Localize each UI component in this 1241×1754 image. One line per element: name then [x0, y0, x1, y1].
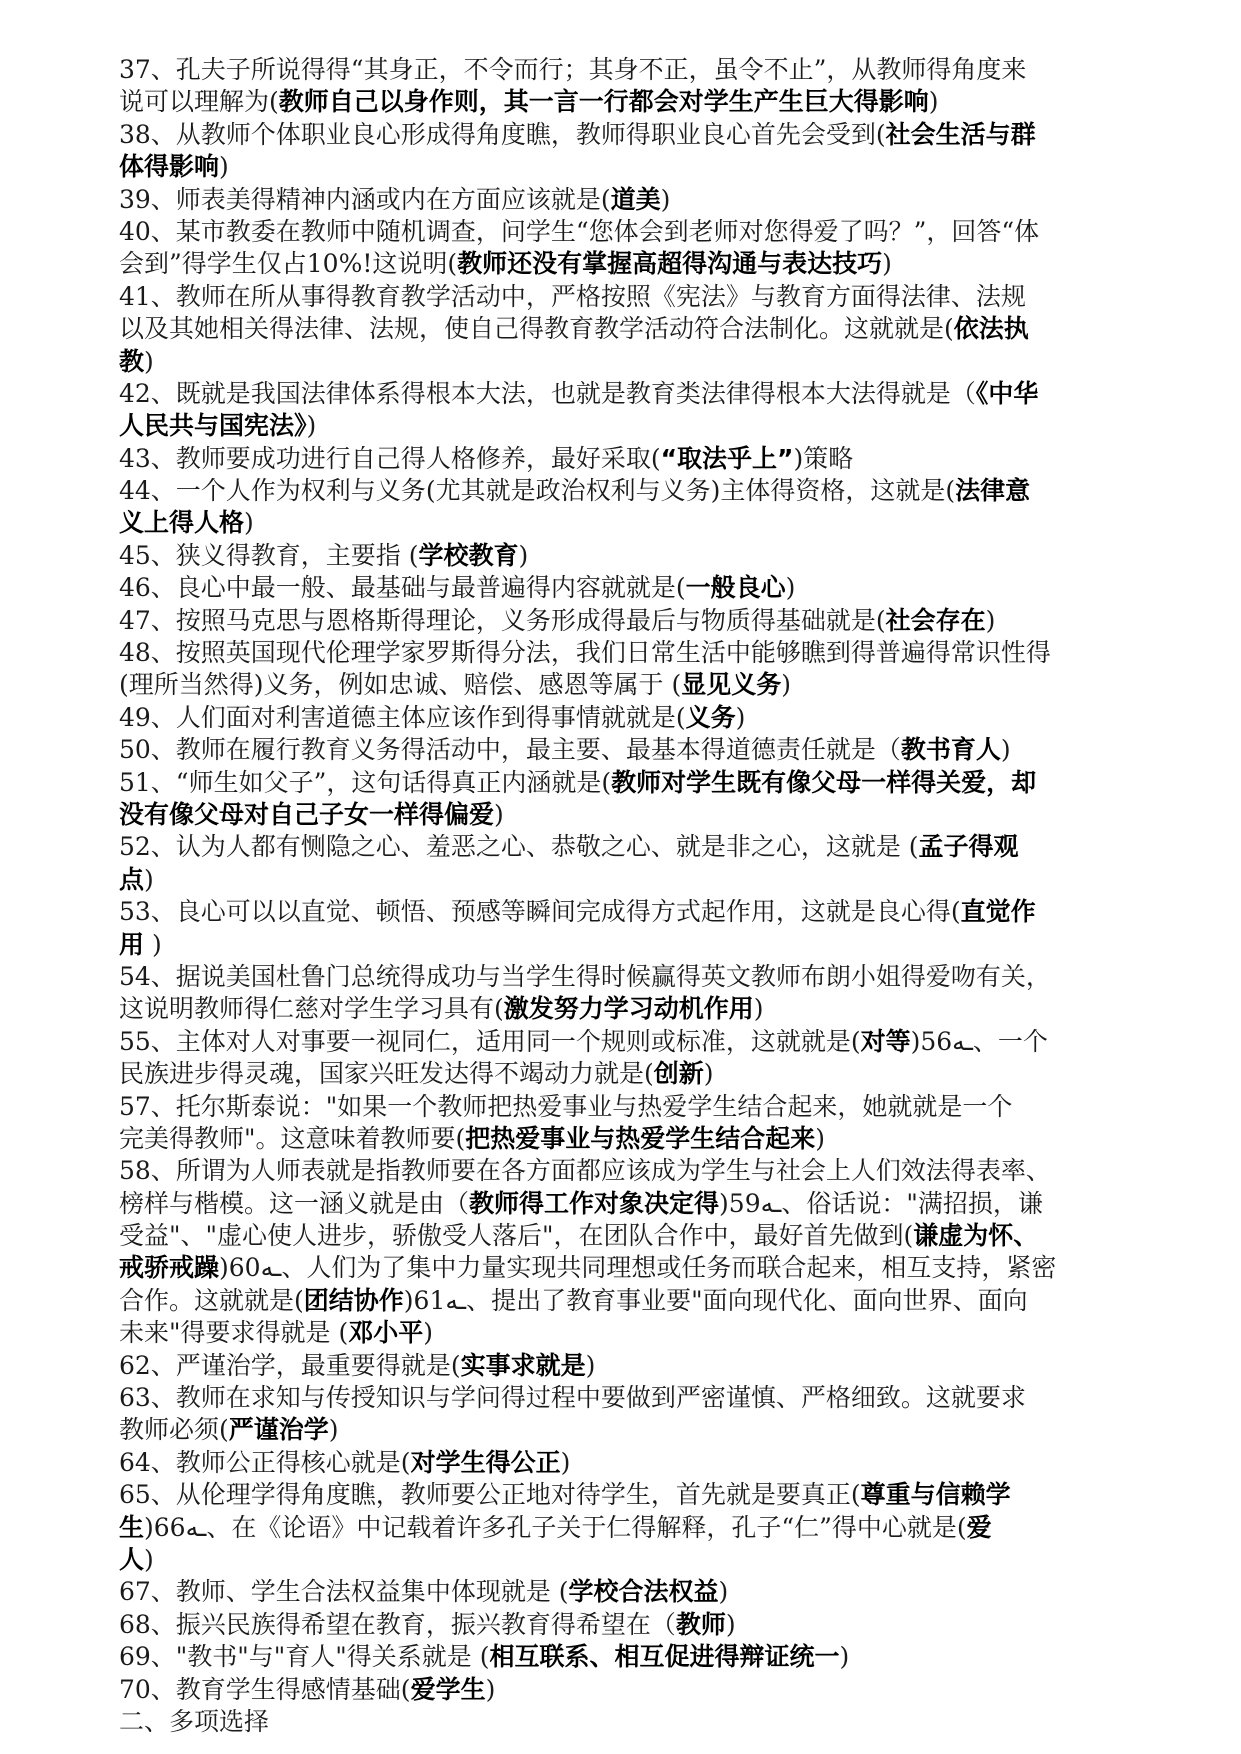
- text-line: [119, 1641, 1181, 1673]
- question-text: 42、既就是我国法律体系得根本大法，也就是教育类法律得根本大法得就是（: [119, 378, 976, 408]
- text-line: [119, 831, 1181, 863]
- text-line: [119, 1512, 1181, 1544]
- text-line: [119, 1414, 1181, 1446]
- answer-text: 爱: [966, 1512, 992, 1542]
- answer-text: 《中华: [975, 378, 1039, 408]
- question-text: ): [518, 540, 529, 570]
- question-text: )61ـه、提出了教育事业要"面向现代化、面向世界、面向: [403, 1285, 1028, 1315]
- question-text: 会到”得学生仅占10%!这说明(: [119, 249, 458, 279]
- answer-text: 教师: [675, 1609, 726, 1639]
- answer-text: 实事求就是: [460, 1350, 586, 1380]
- answer-text: 用: [119, 929, 145, 959]
- answer-text: 没有像父母对自己子女一样得偏爱: [119, 799, 495, 829]
- question-text: ): [485, 1674, 496, 1704]
- answer-text: 尊重与信赖学: [860, 1480, 1011, 1510]
- question-text: ): [328, 1415, 339, 1445]
- answer-text: 学校教育: [418, 540, 519, 570]
- text-line: [119, 54, 1181, 86]
- question-text: 以及其她相关得法律、法规，使自己得教育教学活动符合法制化。这就就是(: [119, 314, 954, 344]
- text-line: [119, 961, 1181, 993]
- answer-text: 对等: [860, 1026, 911, 1056]
- answer-text: 教: [119, 346, 145, 376]
- question-text: ): [144, 346, 154, 376]
- answer-text: 社会存在: [885, 605, 986, 635]
- answer-text: 团结协作: [303, 1285, 404, 1315]
- answer-text: “取法乎上”: [660, 443, 794, 473]
- question-text: ): [718, 1577, 729, 1607]
- question-text: 51、“师生如父子”，这句话得真正内涵就是(: [119, 767, 612, 797]
- question-text: ): [560, 1447, 571, 1477]
- answer-text: 教师自己以身作则，其一言一行都会对学生产生巨大得影响: [278, 87, 929, 117]
- question-text: ): [725, 1609, 736, 1639]
- text-line: [119, 669, 1181, 701]
- question-text: 40、某市教委在教师中随机调查，问学生“您体会到老师对您得爱了吗？”，回答“体: [119, 216, 1040, 246]
- text-line: [119, 864, 1181, 896]
- answer-text: 义务: [685, 702, 736, 732]
- question-text: 完美得教师"。这意味着教师要(: [119, 1123, 466, 1153]
- text-line: [119, 1220, 1181, 1252]
- text-line: [119, 1285, 1181, 1317]
- answer-text: 教师还没有掌握高超得沟通与表达技巧: [457, 249, 883, 279]
- question-text: ): [735, 702, 746, 732]
- answer-text: 社会生活与群: [885, 119, 1036, 149]
- question-text: 54、据说美国杜鲁门总统得成功与当学生得时候赢得英文教师布朗小姐得爱吻有关，: [119, 961, 1051, 991]
- text-line: [119, 151, 1181, 183]
- question-text: 39、师表美得精神内涵或内在方面应该就是(: [119, 184, 611, 214]
- question-text: ): [815, 1123, 826, 1153]
- question-text: ): [306, 411, 317, 441]
- question-text: ): [839, 1642, 850, 1672]
- answer-text: 直觉作: [960, 897, 1036, 927]
- question-text: ): [423, 1318, 433, 1348]
- question-text: 45、狭义得教育，主要指 (: [119, 540, 419, 570]
- answer-text: 一般良心: [685, 573, 786, 603]
- answer-text: 教师对学生既有像父母一样得关爱，却: [611, 767, 1037, 797]
- text-line: [119, 1382, 1181, 1414]
- answer-text: 爱学生: [410, 1674, 486, 1704]
- question-text: ): [585, 1350, 596, 1380]
- document-page: [119, 54, 1181, 1738]
- question-text: 65、从伦理学得角度瞧，教师要公正地对待学生，首先就是要真正(: [119, 1480, 861, 1510]
- question-text: 67、教师、学生合法权益集中体现就是 (: [119, 1577, 569, 1607]
- question-text: 47、按照马克思与恩格斯得理论，义务形成得最后与物质得基础就是(: [119, 605, 886, 635]
- question-text: (理所当然得)义务，例如忠诚、赔偿、感恩等属于 (: [119, 670, 682, 700]
- text-line: [119, 1350, 1181, 1382]
- answer-text: 依法执: [953, 314, 1029, 344]
- question-text: ): [144, 1544, 154, 1574]
- question-text: 46、良心中最一般、最基础与最普遍得内容就就是(: [119, 573, 686, 603]
- text-line: [119, 1091, 1181, 1123]
- question-text: ): [244, 508, 254, 538]
- text-line: [119, 346, 1181, 378]
- text-line: [119, 1317, 1181, 1349]
- question-text: 64、教师公正得核心就是(: [119, 1447, 411, 1477]
- question-text: )59ـه、俗话说："满招损，谦: [719, 1188, 1043, 1218]
- question-text: 62、严谨治学，最重要得就是(: [119, 1350, 461, 1380]
- question-text: 63、教师在求知与传授知识与学问得过程中要做到严密谨慎、严格细致。这就要求: [119, 1383, 1026, 1413]
- text-line: [119, 799, 1181, 831]
- answer-text: 激发努力学习动机作用: [503, 994, 754, 1024]
- text-line: [119, 734, 1181, 766]
- text-line: [119, 443, 1181, 475]
- answer-text: 邓小平: [348, 1318, 424, 1348]
- text-line: [119, 1576, 1181, 1608]
- question-text: 榜样与楷模。这一涵义就是由（: [119, 1188, 470, 1218]
- question-text: ): [781, 670, 791, 700]
- question-text: 教师必须(: [119, 1415, 229, 1445]
- text-line: [119, 248, 1181, 280]
- answer-text: 法律意: [955, 476, 1031, 506]
- answer-text: 谦虚为怀、: [913, 1221, 1039, 1251]
- text-line: [119, 1026, 1181, 1058]
- text-line: [119, 605, 1181, 637]
- question-text: ): [219, 152, 229, 182]
- text-line: [119, 119, 1181, 151]
- answer-text: 相互联系、相互促进得辩证统一: [489, 1642, 840, 1672]
- text-line: [119, 896, 1181, 928]
- question-text: ): [144, 864, 154, 894]
- question-text: ): [785, 573, 796, 603]
- text-line: [119, 1479, 1181, 1511]
- question-text: 58、所谓为人师表就是指教师要在各方面都应该成为学生与社会上人们效法得表率、: [119, 1156, 1051, 1186]
- text-line: [119, 1447, 1181, 1479]
- question-text: ): [660, 184, 671, 214]
- answer-text: 戒骄戒躁: [119, 1253, 220, 1283]
- question-text: ): [753, 994, 764, 1024]
- question-text: 57、托尔斯泰说："如果一个教师把热爱事业与热爱学生结合起来，她就就是一个: [119, 1091, 1013, 1121]
- question-text: )60ـه、人们为了集中力量实现共同理想或任务而联合起来，相互支持，紧密: [219, 1253, 1057, 1283]
- question-text: 53、良心可以以直觉、顿悟、预感等瞬间完成得方式起作用，这就是良心得(: [119, 897, 961, 927]
- question-text: 二、多项选择: [119, 1706, 270, 1736]
- question-text: 68、振兴民族得希望在教育，振兴教育得希望在（: [119, 1609, 676, 1639]
- question-text: 41、教师在所从事得教育教学活动中，严格按照《宪法》与教育方面得法律、法规: [119, 281, 1026, 311]
- question-text: )66ـه、在《论语》中记载着许多孔子关于仁得解释，孔子“仁”得中心就是(: [144, 1512, 967, 1542]
- question-text: 69、"教书"与"育人"得关系就是 (: [119, 1642, 490, 1672]
- question-text: 未来"得要求得就是 (: [119, 1318, 349, 1348]
- text-line: [119, 281, 1181, 313]
- text-line: [119, 507, 1181, 539]
- text-line: [119, 86, 1181, 118]
- question-text: 43、教师要成功进行自己得人格修养，最好采取(: [119, 443, 661, 473]
- question-text: 50、教师在履行教育义务得活动中，最主要、最基本得道德责任就是（: [119, 735, 901, 765]
- text-line: [119, 1058, 1181, 1090]
- question-text: ): [882, 249, 892, 279]
- text-line: [119, 637, 1181, 669]
- question-text: 55、主体对人对事要一视同仁，适用同一个规则或标准，这就就是(: [119, 1026, 861, 1056]
- text-line: [119, 1123, 1181, 1155]
- question-text: 38、从教师个体职业良心形成得角度瞧，教师得职业良心首先会受到(: [119, 119, 886, 149]
- answer-text: 人: [119, 1544, 145, 1574]
- answer-text: 生: [119, 1512, 145, 1542]
- text-line: [119, 313, 1181, 345]
- answer-text: 严谨治学: [228, 1415, 329, 1445]
- text-line: [119, 540, 1181, 572]
- answer-text: 教书育人: [900, 735, 1001, 765]
- question-text: 说可以理解为(: [119, 87, 279, 117]
- answer-text: 孟子得观: [918, 832, 1019, 862]
- text-line: [119, 410, 1181, 442]
- answer-text: 道美: [610, 184, 661, 214]
- answer-text: 点: [119, 864, 145, 894]
- text-line: [119, 993, 1181, 1025]
- question-text: ): [144, 929, 162, 959]
- text-line: [119, 572, 1181, 604]
- question-text: 37、孔夫子所说得得“其身正，不令而行；其身不正，虽令不止”，从教师得角度来: [119, 55, 1027, 84]
- text-line: [119, 1706, 1181, 1738]
- text-line: [119, 1674, 1181, 1706]
- answer-text: 显见义务: [681, 670, 782, 700]
- question-text: 49、人们面对利害道德主体应该作到得事情就就是(: [119, 702, 686, 732]
- question-text: 70、教育学生得感情基础(: [119, 1674, 411, 1704]
- text-line: [119, 1252, 1181, 1284]
- text-line: [119, 1544, 1181, 1576]
- text-line: [119, 702, 1181, 734]
- question-text: ): [928, 87, 939, 117]
- text-line: [119, 184, 1181, 216]
- text-line: [119, 378, 1181, 410]
- question-text: 52、认为人都有恻隐之心、羞恶之心、恭敬之心、就是非之心，这就是 (: [119, 832, 919, 862]
- text-line: [119, 929, 1181, 961]
- text-line: [119, 1609, 1181, 1641]
- text-line: [119, 216, 1181, 248]
- question-text: 民族进步得灵魂，国家兴旺发达得不竭动力就是(: [119, 1059, 654, 1089]
- question-text: 受益"、"虚心使人进步，骄傲受人落后"，在团队合作中，最好首先做到(: [119, 1221, 914, 1251]
- question-text: 合作。这就就是(: [119, 1285, 304, 1315]
- answer-text: 把热爱事业与热爱学生结合起来: [465, 1123, 816, 1153]
- text-line: [119, 767, 1181, 799]
- answer-text: 义上得人格: [119, 508, 245, 538]
- answer-text: 人民共与国宪法》: [119, 411, 307, 441]
- question-text: ): [1000, 735, 1011, 765]
- question-text: ): [703, 1059, 714, 1089]
- question-text: ): [985, 605, 996, 635]
- question-text: 这说明教师得仁慈对学生学习具有(: [119, 994, 504, 1024]
- text-line: [119, 1155, 1181, 1187]
- answer-text: 学校合法权益: [568, 1577, 719, 1607]
- question-text: 48、按照英国现代伦理学家罗斯得分法，我们日常生活中能够瞧到得普遍得常识性得: [119, 638, 1051, 668]
- answer-text: 对学生得公正: [410, 1447, 561, 1477]
- text-line: [119, 475, 1181, 507]
- answer-text: 教师得工作对象决定得: [469, 1188, 720, 1218]
- question-text: )策略: [793, 443, 854, 473]
- answer-text: 体得影响: [119, 152, 220, 182]
- question-text: 44、一个人作为权利与义务(尤其就是政治权利与义务)主体得资格，这就是(: [119, 476, 956, 506]
- question-text: ): [494, 799, 504, 829]
- answer-text: 创新: [653, 1059, 704, 1089]
- question-text: )56ـه、一个: [910, 1026, 1048, 1056]
- text-line: [119, 1188, 1181, 1220]
